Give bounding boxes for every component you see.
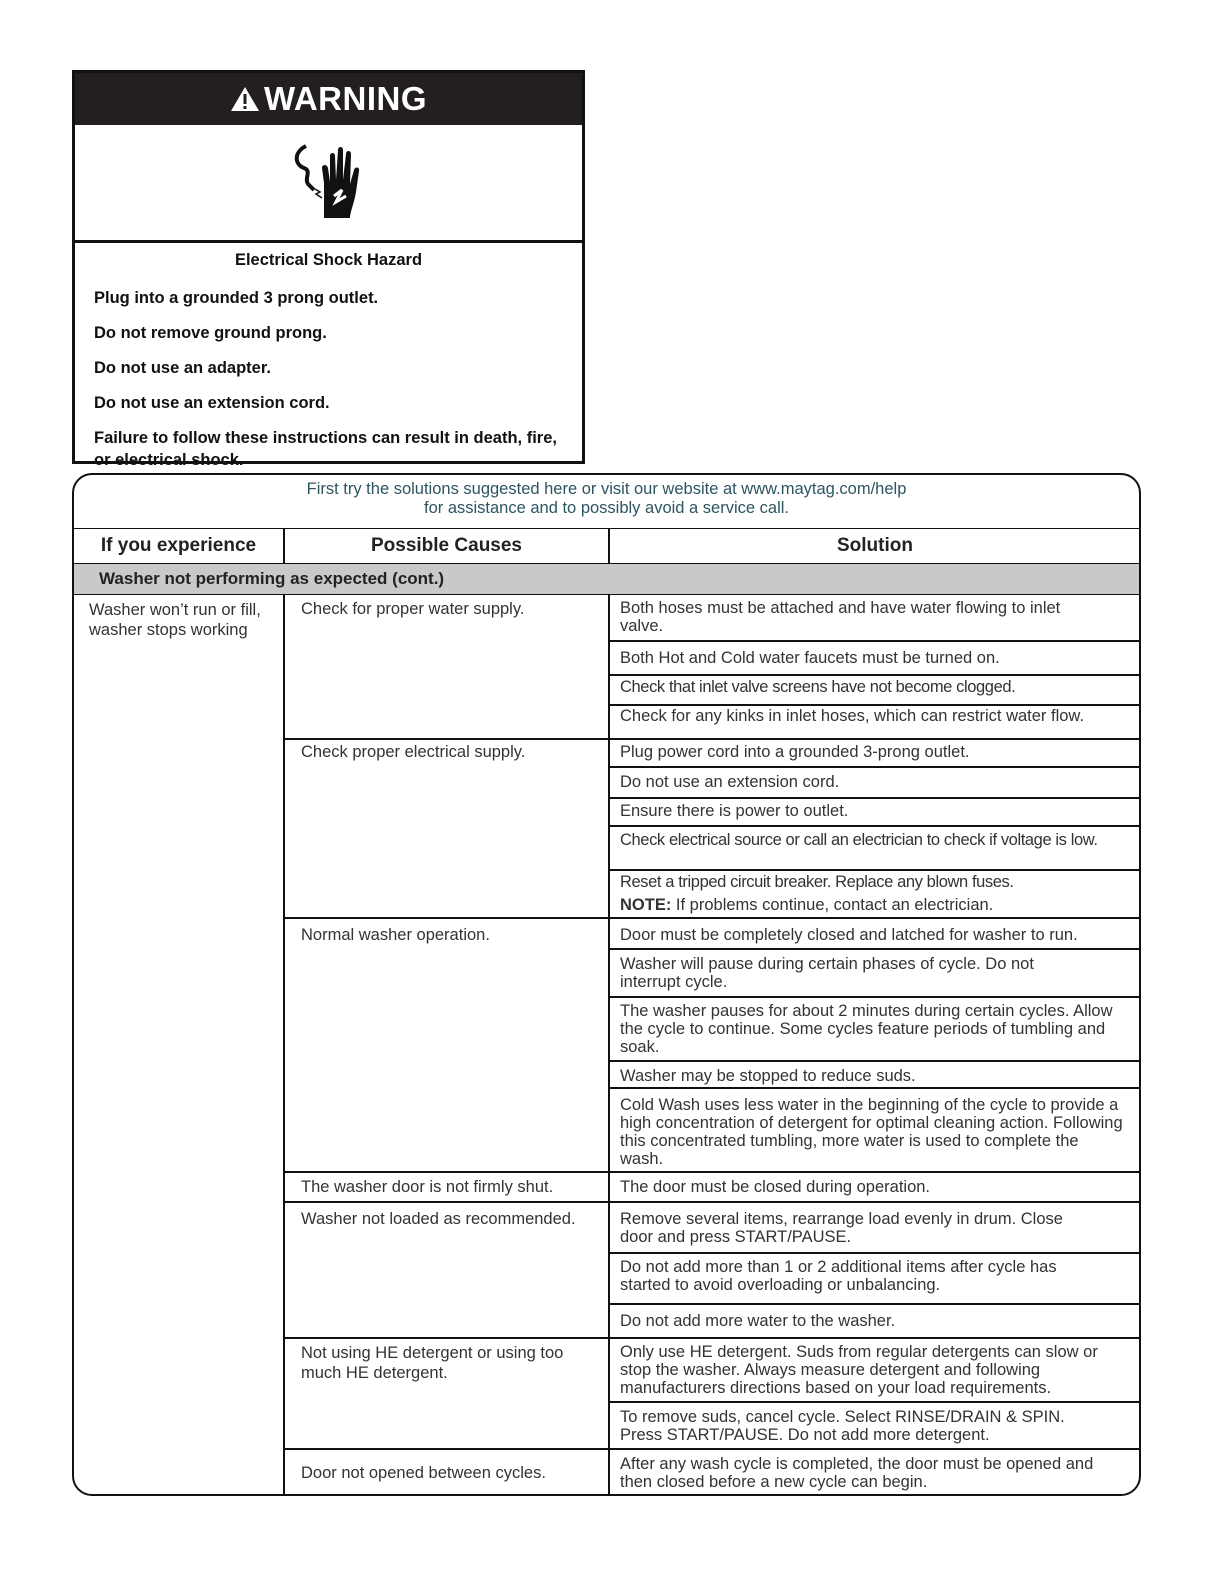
- cause-cell: Not using HE detergent or using too much HE detergent.: [301, 1344, 564, 1382]
- solution-cell: Both hoses must be attached and have water flowing to inlet valve.: [620, 599, 1061, 635]
- header-experience: If you experience: [100, 535, 257, 556]
- solution-cell: Remove several items, rearrange load evenly in drum. Close door and press START/PAUSE.: [620, 1210, 1063, 1246]
- troubleshooting-table: [72, 473, 1141, 1496]
- solution-cell: Plug power cord into a grounded 3-prong outlet.: [620, 743, 970, 761]
- experience-cell: Washer won’t run or fill, washer stops working: [89, 601, 261, 639]
- solution-cell: Do not add more water to the washer.: [620, 1312, 896, 1330]
- solution-cell: Do not use an extension cord.: [620, 773, 840, 791]
- warning-triangle-icon: [230, 85, 260, 113]
- solution-cell: The door must be closed during operation.: [620, 1178, 931, 1196]
- section-header: Washer not performing as expected (cont.): [74, 564, 1139, 595]
- warning-header: [75, 73, 582, 125]
- cause-cell: Check for proper water supply.: [301, 600, 525, 618]
- solution-cell: Reset a tripped circuit breaker. Replace any blown fuses.: [620, 873, 1014, 891]
- note-text: If problems continue, contact an electrician.: [671, 896, 994, 914]
- warning-line: Do not remove ground prong.: [94, 324, 327, 342]
- solution-cell: Check that inlet valve screens have not become clogged.: [620, 678, 1016, 696]
- warning-heading: WARNING: [264, 80, 427, 117]
- warning-line: Plug into a grounded 3 prong outlet.: [94, 289, 379, 307]
- solution-cell: Check electrical source or call an electrician to check if voltage is low.: [620, 831, 1098, 849]
- solution-cell: Washer may be stopped to reduce suds.: [620, 1067, 916, 1085]
- solution-cell: Ensure there is power to outlet.: [620, 802, 849, 820]
- solution-cell: Washer will pause during certain phases of cycle. Do not interrupt cycle.: [620, 955, 1034, 991]
- note-cell: [620, 896, 1130, 914]
- solution-cell: Check for any kinks in inlet hoses, which can restrict water flow.: [620, 707, 1085, 725]
- warning-line: Do not use an adapter.: [94, 359, 271, 377]
- solution-cell: Only use HE detergent. Suds from regular detergents can slow or stop the washer. Always measure detergent and following manufacturers directions based on your load requirements.: [620, 1343, 1098, 1397]
- warning-line: Do not use an extension cord.: [94, 394, 330, 412]
- header-causes: Possible Causes: [370, 535, 523, 556]
- warning-line: Failure to follow these instructions can result in death, fire, or electrical shock.: [94, 429, 557, 469]
- solution-cell: Do not add more than 1 or 2 additional items after cycle has started to avoid overloading or unbalancing.: [620, 1258, 1057, 1294]
- header-solution: Solution: [837, 535, 913, 556]
- hazard-title: Electrical Shock Hazard: [234, 251, 423, 269]
- solution-cell: The washer pauses for about 2 minutes during certain cycles. Allow the cycle to continue. Some cycles feature periods of tumbling and soak.: [620, 1002, 1113, 1056]
- cause-cell: Door not opened between cycles.: [301, 1464, 546, 1482]
- solution-cell: After any wash cycle is completed, the door must be opened and then closed before a new cycle can begin.: [620, 1455, 1094, 1491]
- table-header-row: [74, 529, 1139, 564]
- cause-cell: Check proper electrical supply.: [301, 743, 526, 761]
- solution-cell: To remove suds, cancel cycle. Select RINSE/DRAIN & SPIN. Press START/PAUSE. Do not add more detergent.: [620, 1408, 1065, 1444]
- warning-box: [72, 70, 585, 469]
- cause-cell: Normal washer operation.: [301, 926, 490, 944]
- cause-cell: The washer door is not firmly shut.: [301, 1178, 554, 1196]
- solution-cell: Cold Wash uses less water in the beginning of the cycle to provide a high concentration of detergent for optimal cleaning action. Following this concentrated tumbling, more water is used to complete the wash.: [620, 1096, 1123, 1168]
- electrical-shock-hand-icon: [284, 138, 374, 228]
- note-label: NOTE:: [620, 896, 672, 914]
- table-intro: First try the solutions suggested here or visit our website at www.maytag.com/help for assistance and to possibly avoid a service call.: [74, 475, 1139, 529]
- cause-cell: Washer not loaded as recommended.: [301, 1210, 576, 1228]
- solution-cell: Door must be completely closed and latched for washer to run.: [620, 926, 1078, 944]
- solution-cell: Both Hot and Cold water faucets must be turned on.: [620, 649, 1000, 667]
